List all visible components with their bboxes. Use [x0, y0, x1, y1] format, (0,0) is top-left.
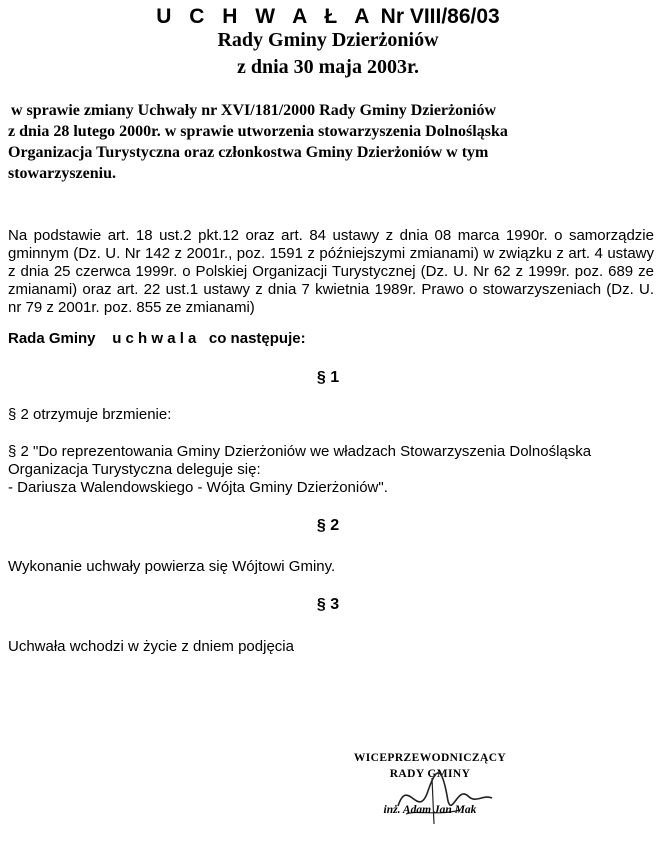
resolution-clause: Rada Gminy u c h w a l a co następuje:	[8, 330, 306, 347]
paragraph-3-heading: § 3	[316, 596, 340, 613]
council-name: Rady Gminy Dzierżoniów	[217, 29, 439, 51]
resolution-title-word: U C H W A Ł A	[156, 5, 376, 28]
resolution-number: Nr VIII/86/03	[380, 5, 500, 28]
amendment-text	[8, 443, 654, 497]
handwritten-signature	[388, 766, 498, 826]
effective-clause: Uchwała wchodzi w życie z dniem podjęcia	[8, 638, 294, 655]
subject-line: stowarzyszeniu.	[8, 165, 116, 182]
resolution-date: z dnia 30 maja 2003r.	[236, 56, 420, 78]
paragraph-2-heading: § 2	[316, 517, 340, 534]
signatory-council: RADY GMINY	[389, 768, 471, 780]
legal-basis-paragraph: Na podstawie art. 18 ust.2 pkt.12 oraz art. 84 ustawy z dnia 08 marca 1990r. o samorządzie gminnym (Dz. U. Nr 142 z 2001r., poz. 1591 z późniejszymi zmianami) w związku z art. 4 ustawy z dnia 25 czerwca 1999r. o Polskiej Organizacji Turystycznej (Dz. U. Nr 62 z 1999r. poz. 689 ze zmianami) oraz art. 22 ust.1 ustawy z dnia 7 kwietnia 1989r. Prawo o stowarzyszeniach (Dz. U. nr 79 z 2001r. poz. 855 ze zmianami)	[8, 227, 654, 316]
amendment-line: Organizacja Turystyczna deleguje się:	[8, 461, 261, 478]
amendment-line: - Dariusza Walendowskiego - Wójta Gminy Dzierżoniów".	[8, 479, 388, 496]
amendment-line: § 2 "Do reprezentowania Gminy Dzierżoniów we władzach Stowarzyszenia Dolnośląska	[8, 443, 592, 460]
signature-stamp	[330, 748, 540, 840]
paragraph-1-heading: § 1	[316, 369, 340, 386]
amendment-intro: § 2 otrzymuje brzmienie:	[8, 406, 172, 423]
signatory-role: WICEPRZEWODNICZĄCY	[353, 752, 507, 764]
signatory-name: inż. Adam Jan Mak	[383, 804, 477, 816]
subject-line: Organizacja Turystyczna oraz członkostwa Gminy Dzierżoniów w tym	[8, 144, 489, 161]
resolution-title	[0, 4, 656, 29]
execution-clause: Wykonanie uchwały powierza się Wójtowi Gminy.	[8, 558, 336, 575]
subject-line: z dnia 28 lutego 2000r. w sprawie utworzenia stowarzyszenia Dolnośląska	[8, 123, 508, 140]
resolution-subject	[8, 100, 648, 184]
subject-line: w sprawie zmiany Uchwały nr XVI/181/2000 Rady Gminy Dzierżoniów	[11, 102, 497, 119]
